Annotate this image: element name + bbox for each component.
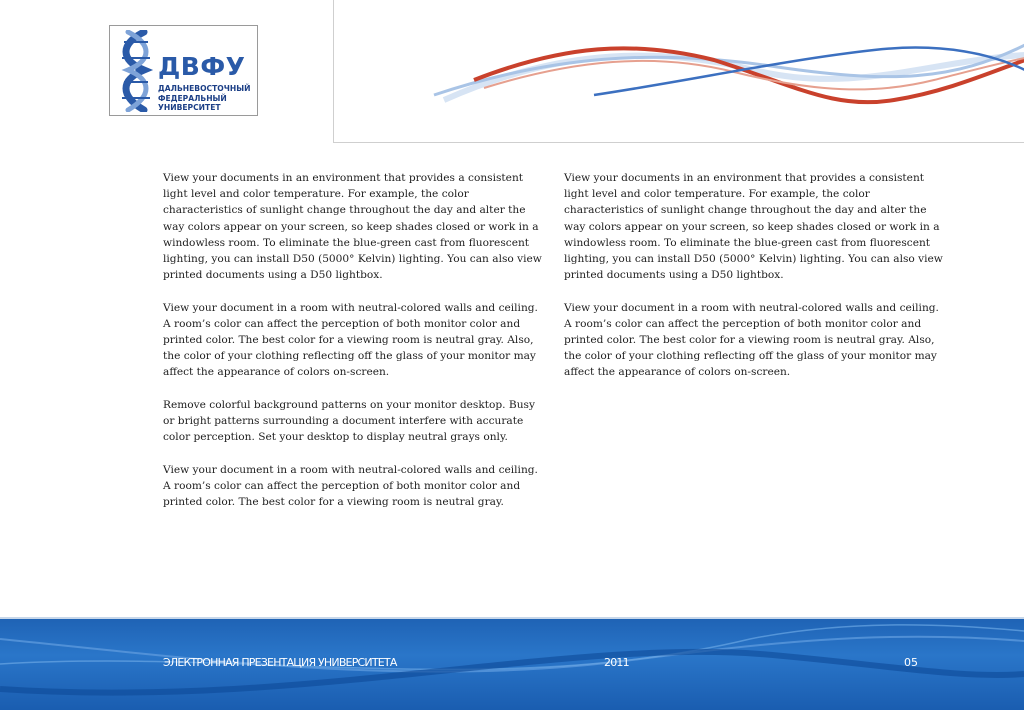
decorative-waves [334, 0, 1024, 143]
paragraph: View your document in a room with neutral-colored walls and ceiling. A room’s color can affect the perception of both monitor color and printed color. The best color for a viewing room is neutral gray. [163, 463, 538, 509]
content-column-left [163, 170, 543, 526]
logo-subtitle [158, 84, 258, 113]
logo-subtitle-line: ДАЛЬНЕВОСТОЧНЫЙ [158, 84, 251, 93]
header-wave-panel [333, 0, 1024, 143]
paragraph: View your documents in an environment that provides a consistent light level and color temperature. For example, the color characteristics of sunlight change throughout the day and alter the way colors appear on your screen, so keep shades closed or work in a windowless room. To eliminate the blue-green cast from fluorescent lighting, you can install D50 (5000° Kelvin) lighting. You can also view printed documents using a D50 lightbox. [163, 172, 542, 282]
footer-bar [0, 617, 1024, 710]
logo-title: ДВФУ [158, 52, 246, 81]
footer-waves [0, 619, 1024, 710]
content-column-right [564, 170, 944, 397]
logo-subtitle-line: УНИВЕРСИТЕТ [158, 103, 221, 113]
footer-title: ЭЛЕКТРОННАЯ ПРЕЗЕНТАЦИЯ УНИВЕРСИТЕТА [163, 656, 397, 669]
paragraph: Remove colorful background patterns on your monitor desktop. Busy or bright patterns surrounding a document interfere with accurate color perception. Set your desktop to display neutral grays only. [163, 398, 535, 444]
logo-subtitle-line: ФЕДЕРАЛЬНЫЙ [158, 93, 227, 103]
university-logo [109, 25, 258, 116]
footer-year: 2011 [604, 656, 629, 669]
page-number: 05 [904, 656, 918, 669]
paragraph: View your documents in an environment that provides a consistent light level and color temperature. For example, the color characteristics of sunlight change throughout the day and alter the way colors appear on your screen, so keep shades closed or work in a windowless room. To eliminate the blue-green cast from fluorescent lighting, you can install D50 (5000° Kelvin) lighting. You can also view printed documents using a D50 lightbox. [564, 172, 943, 282]
dna-helix-emblem-icon [114, 30, 158, 112]
paragraph: View your document in a room with neutral-colored walls and ceiling. A room’s color can affect the perception of both monitor color and printed color. The best color for a viewing room is neutral gray. Also, the color of your clothing reflecting off the glass of your monitor may affect the appearance of colors on-screen. [163, 301, 538, 379]
paragraph: View your document in a room with neutral-colored walls and ceiling. A room’s color can affect the perception of both monitor color and printed color. The best color for a viewing room is neutral gray. Also, the color of your clothing reflecting off the glass of your monitor may affect the appearance of colors on-screen. [564, 301, 939, 379]
